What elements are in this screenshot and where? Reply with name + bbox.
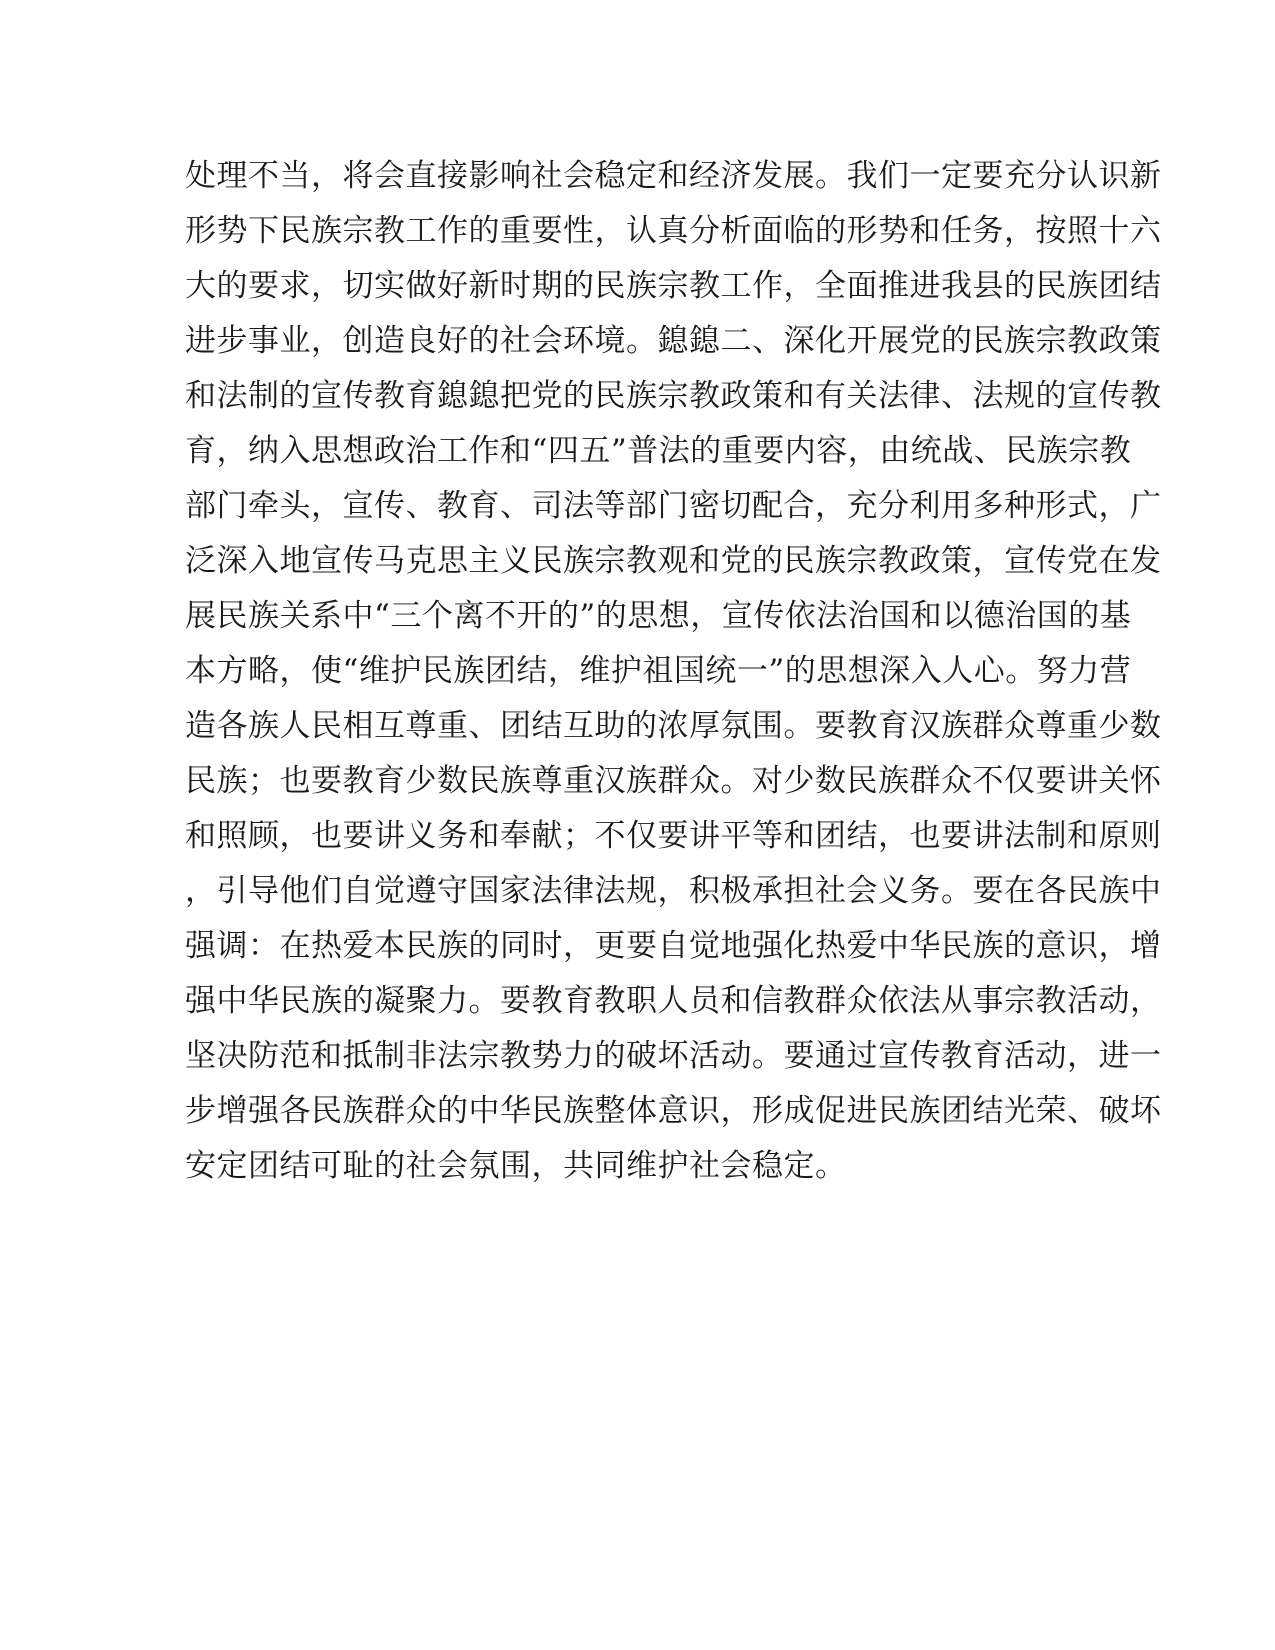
text-line: 大的要求，切实做好新时期的民族宗教工作，全面推进我县的民族团结 xyxy=(185,268,1162,304)
text-line: 处理不当，将会直接影响社会稳定和经济发展。我们一定要充分认识新 xyxy=(185,158,1162,194)
text-line: 展民族关系中“三个离不开的”的思想，宣传依法治国和以德治国的基 xyxy=(185,598,1132,634)
text-line: 本方略，使“维护民族团结，维护祖国统一”的思想深入人心。努力营 xyxy=(185,653,1132,689)
text-line: 育，纳入思想政治工作和“四五”普法的重要内容，由统战、民族宗教 xyxy=(185,433,1132,469)
text-line: 造各族人民相互尊重、团结互助的浓厚氛围。要教育汉族群众尊重少数 xyxy=(185,708,1162,744)
text-line: 民族；也要教育少数民族尊重汉族群众。对少数民族群众不仅要讲关怀 xyxy=(185,763,1162,799)
text-line: 泛深入地宣传马克思主义民族宗教观和党的民族宗教政策，宣传党在发 xyxy=(185,543,1162,579)
text-line: 安定团结可耻的社会氛围，共同维护社会稳定。 xyxy=(185,1148,847,1184)
text-line: 进步事业，创造良好的社会环境。鎴鎴二、深化开展党的民族宗教政策 xyxy=(185,323,1162,359)
text-line: 强调：在热爱本民族的同时，更要自觉地强化热爱中华民族的意识，增 xyxy=(185,928,1162,964)
text-line: 强中华民族的凝聚力。要教育教职人员和信教群众依法从事宗教活动， xyxy=(185,983,1162,1019)
text-line: ，引导他们自觉遵守国家法律法规，积极承担社会义务。要在各民族中 xyxy=(185,873,1162,909)
text-line: 和照顾，也要讲义务和奉献；不仅要讲平等和团结，也要讲法制和原则 xyxy=(185,818,1162,854)
text-line: 坚决防范和抵制非法宗教势力的破坏活动。要通过宣传教育活动，进一 xyxy=(185,1038,1162,1074)
text-line: 步增强各民族群众的中华民族整体意识，形成促进民族团结光荣、破坏 xyxy=(185,1093,1162,1129)
body-text xyxy=(185,156,1162,1201)
text-line: 和法制的宣传教育鎴鎴把党的民族宗教政策和有关法律、法规的宣传教 xyxy=(185,378,1162,414)
text-line: 形势下民族宗教工作的重要性，认真分析面临的形势和任务，按照十六 xyxy=(185,213,1162,249)
text-line: 部门牵头，宣传、教育、司法等部门密切配合，充分利用多种形式，广 xyxy=(185,488,1162,524)
